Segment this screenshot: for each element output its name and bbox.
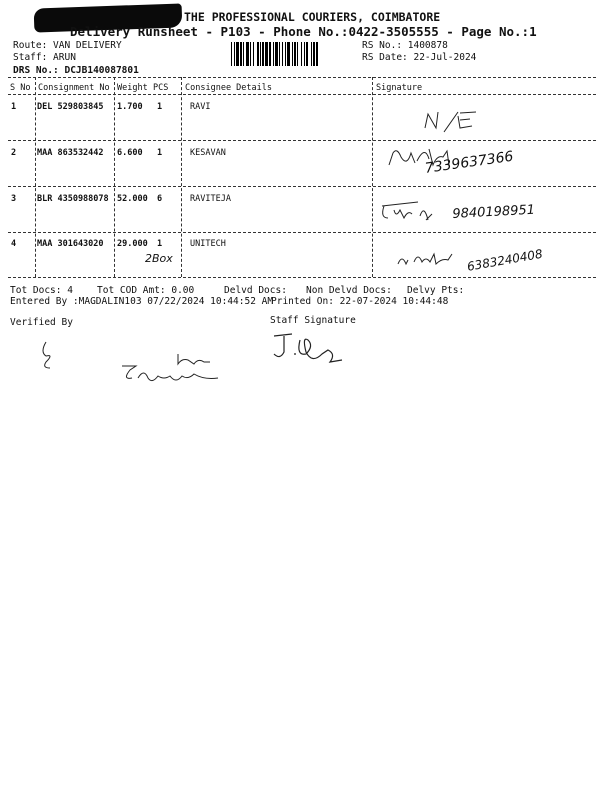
row-weight: 29.000 bbox=[117, 239, 148, 249]
row-consignment: MAA 301643020 bbox=[37, 239, 104, 249]
staff-signature bbox=[270, 332, 360, 376]
delivery-points: Delvy Pts: bbox=[407, 285, 465, 296]
entered-by: Entered By :MAGDALIN103 07/22/2024 10:44:52 AM bbox=[10, 296, 274, 307]
row-consignment: BLR 4350988078 bbox=[37, 194, 109, 204]
printed-on: Printed On: 22-07-2024 10:44:48 bbox=[271, 296, 449, 307]
row-consignee: KESAVAN bbox=[190, 148, 226, 158]
rs-number: RS No.: 1400878 bbox=[362, 40, 448, 51]
verifier-signature bbox=[38, 338, 62, 376]
row-sno: 1 bbox=[11, 102, 17, 112]
row-pcs: 1 bbox=[157, 102, 163, 112]
total-docs: Tot Docs: 4 bbox=[10, 285, 73, 296]
non-delivered-docs: Non Delvd Docs: bbox=[306, 285, 392, 296]
row-weight: 6.600 bbox=[117, 148, 143, 158]
verifier-signature bbox=[118, 350, 228, 394]
handwritten-note: 2Box bbox=[145, 252, 173, 265]
row-consignee: UNITECH bbox=[190, 239, 226, 249]
handwritten-phone: 7339637366 bbox=[424, 148, 515, 177]
col-header-sno: S No bbox=[10, 83, 31, 93]
row-consignee: RAVITEJA bbox=[190, 194, 231, 204]
column-divider bbox=[114, 77, 115, 277]
row-weight: 52.000 bbox=[117, 194, 148, 204]
row-consignment: MAA 863532442 bbox=[37, 148, 104, 158]
drs-number: DRS No.: DCJB140087801 bbox=[13, 65, 139, 76]
col-header-weight: Weight bbox=[117, 83, 148, 93]
verified-by-label: Verified By bbox=[10, 317, 73, 328]
table-bottom-rule bbox=[8, 277, 596, 278]
table-top-rule bbox=[8, 77, 596, 78]
total-cod-amount: Tot COD Amt: 0.00 bbox=[97, 285, 195, 296]
handwritten-signature bbox=[422, 108, 492, 140]
row-pcs: 1 bbox=[157, 148, 163, 158]
delivered-docs: Delvd Docs: bbox=[224, 285, 287, 296]
barcode bbox=[231, 42, 355, 66]
route-label: Route: VAN DELIVERY bbox=[13, 40, 122, 51]
rs-date: RS Date: 22-Jul-2024 bbox=[362, 52, 477, 63]
row-consignment: DEL 529803845 bbox=[37, 102, 104, 112]
row-weight: 1.700 bbox=[117, 102, 143, 112]
row-divider bbox=[8, 186, 596, 187]
col-header-pcs: PCS bbox=[153, 83, 169, 93]
row-divider bbox=[8, 140, 596, 141]
col-header-signature: Signature bbox=[376, 83, 423, 93]
column-divider bbox=[372, 77, 373, 277]
staff-label: Staff: ARUN bbox=[13, 52, 76, 63]
handwritten-phone: 9840198951 bbox=[452, 202, 536, 222]
row-sno: 4 bbox=[11, 239, 17, 249]
runsheet-title: Delivery Runsheet - P103 - Phone No.:0422-3505555 - Page No.:1 bbox=[70, 24, 537, 39]
col-header-consignment: Consignment No bbox=[38, 83, 110, 93]
row-consignee: RAVI bbox=[190, 102, 211, 112]
row-sno: 3 bbox=[11, 194, 17, 204]
company-name: THE PROFESSIONAL COURIERS, COIMBATORE bbox=[184, 10, 441, 24]
row-pcs: 6 bbox=[157, 194, 163, 204]
col-header-consignee: Consignee Details bbox=[185, 83, 272, 93]
row-sno: 2 bbox=[11, 148, 17, 158]
staff-signature-label: Staff Signature bbox=[270, 315, 356, 326]
handwritten-phone: 6383240408 bbox=[466, 246, 544, 274]
row-divider bbox=[8, 232, 596, 233]
table-header-rule bbox=[8, 94, 596, 95]
column-divider bbox=[35, 77, 36, 277]
column-divider bbox=[181, 77, 182, 277]
handwritten-signature bbox=[396, 248, 476, 274]
row-pcs: 1 bbox=[157, 239, 163, 249]
